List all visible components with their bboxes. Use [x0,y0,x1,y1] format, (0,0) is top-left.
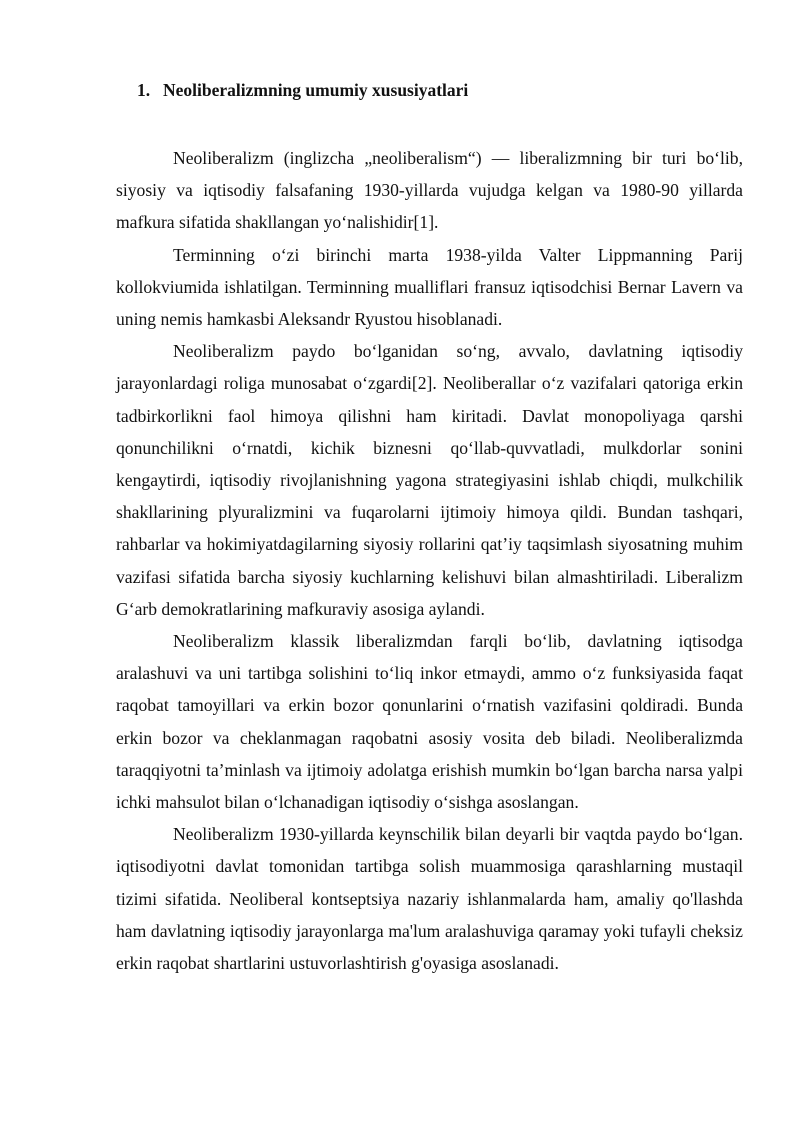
section-title: Neoliberalizmning umumiy xususiyatlari [163,80,469,100]
paragraph-term-origin: Terminning o‘zi birinchi marta 1938-yilda Valter Lippmanning Parij kollokviumida ishlatilgan. Terminning mualliflari fransuz iqtisodchisi Bernar Lavern va uning nemis hamkasbi Aleksandr Ryustou hisoblanadi. [116,244,743,330]
paragraph-keynesian-era: Neoliberalizm 1930-yillarda keynschilik bilan deyarli bir vaqtda paydo bo‘lgan. iqtisodiyotni davlat tomonidan tartibga solish muammosiga qarashlarning mustaqil tizimi sifatida. Neoliberal kontseptsiya nazariy ishlanmalarda ham, amaliy qo'llashda ham davlatning iqtisodiy jarayonlarga ma'lum aralashuviga qaramay yoki tufayli cheksiz erkin raqobat shartlarini ustuvorlashtirish g'oyasiga asoslanadi. [116,824,743,974]
paragraph-classic-comparison: Neoliberalizm klassik liberalizmdan farqli bo‘lib, davlatning iqtisodga aralashuvi va uni tartibga solishini to‘liq inkor etmaydi, ammo o‘z funksiyasida faqat raqobat tamoyillari va erkin bozor qonunlarini o‘rnatish vazifasini qoldiradi. Bunda erkin bozor va cheklanmagan raqobatni asosiy vosita deb biladi. Neoliberalizmda taraqqiyotni ta’minlash va ijtimoiy adolatga erishish mumkin bo‘lgan barcha narsa yalpi ichki mahsulot bilan o‘lchanadigan iqtisodiy o‘sishga asoslangan. [116,631,743,813]
section-heading [137,78,743,102]
paragraph-state-role: Neoliberalizm paydo bo‘lganidan so‘ng, avvalo, davlatning iqtisodiy jarayonlardagi roliga munosabat o‘zgardi[2]. Neoliberallar o‘z vazifalari qatoriga erkin tadbirkorlikni faol himoya qilishni ham kiritadi. Davlat monopoliyaga qarshi qonunchilikni o‘rnatdi, kichik biznesni qo‘llab-quvvatladi, mulkdorlar sonini kengaytirdi, iqtisodiy rivojlanishning yagona strategiyasini ishlab chiqdi, mulkchilik shakllarining plyuralizmini va fuqarolarni ijtimoiy himoya qildi. Bundan tashqari, rahbarlar va hokimiyatdagilarning siyosiy rollarini qat’iy taqsimlash siyosatning muhim vazifasi sifatida barcha siyosiy kuchlarning kelishuvi bilan almashtiriladi. Liberalizm G‘arb demokratlarining mafkuraviy asosiga aylandi. [116,341,743,619]
body-text [116,142,743,979]
paragraph-definition: Neoliberalizm (inglizcha „neoliberalism“) — liberalizmning bir turi bo‘lib, siyosiy va iqtisodiy falsafaning 1930-yillarda vujudga kelgan va 1980-90 yillarda mafkura sifatida shakllangan yo‘nalishidir[1]. [116,148,743,233]
section-number: 1. [137,80,151,100]
